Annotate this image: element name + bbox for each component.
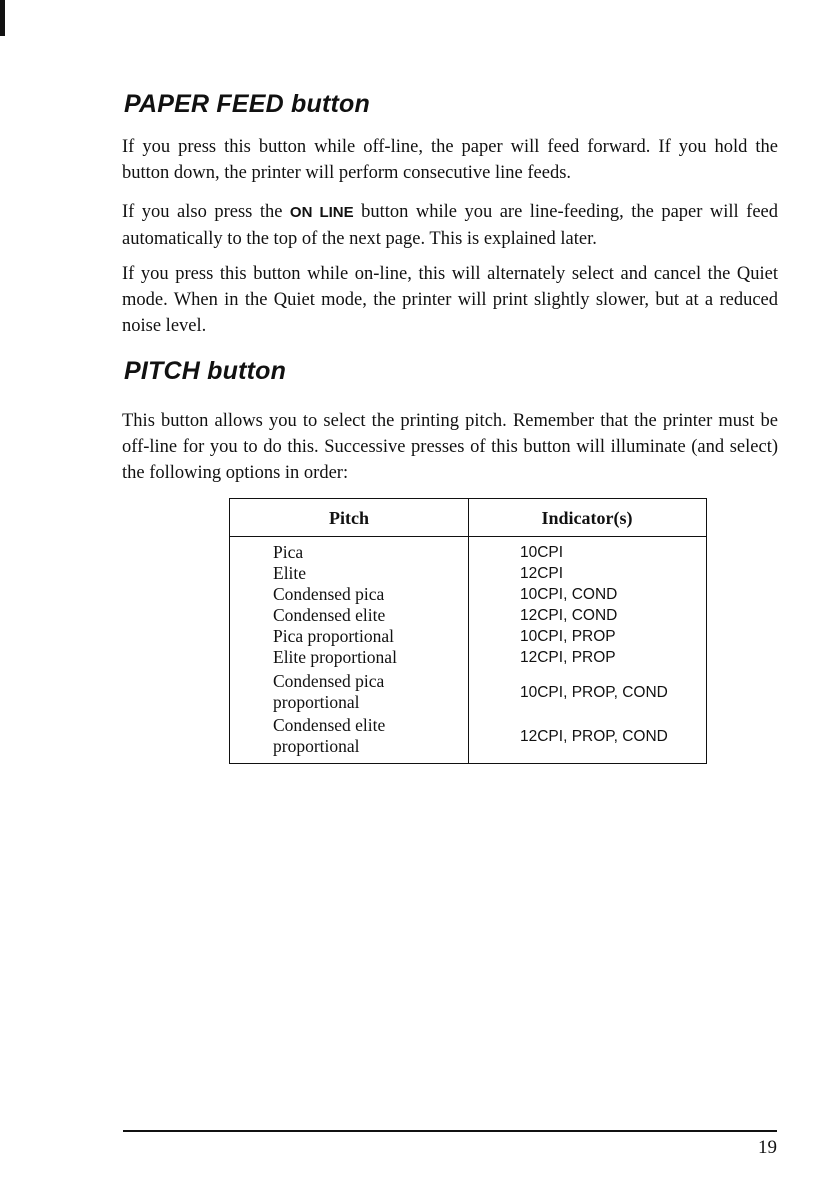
table-cell-pitch-line2: proportional — [273, 692, 360, 712]
header-divider — [230, 536, 706, 537]
pitch-paragraph-1: This button allows you to select the printing pitch. Remember that the printer must be off-line for you to do this. Successive presses of this button will illuminate (and select) the following options in order: — [122, 411, 778, 483]
table-cell-indicators: 10CPI, PROP, COND — [520, 684, 668, 701]
table-cell-pitch: Pica proportional — [273, 626, 395, 646]
table-cell-indicators: 10CPI, PROP — [520, 628, 616, 645]
column-divider — [468, 499, 469, 763]
footer-rule — [123, 1130, 777, 1132]
table-cell-indicators: 10CPI — [520, 544, 564, 561]
pitch-options-table — [229, 498, 707, 764]
table-cell-indicators: 12CPI — [520, 565, 564, 582]
table-cell-pitch-line1: Condensed elite — [273, 715, 386, 735]
table-header-pitch: Pitch — [329, 508, 369, 528]
table-cell-indicators: 12CPI, COND — [520, 607, 618, 624]
paragraph-2-tail: button while you are line-feeding, the paper will feed automatically to the top of the next page. This is explained later. — [122, 202, 778, 249]
corner-scan-mark — [0, 0, 5, 36]
paper-feed-paragraph-1: If you press this button while off-line, the paper will feed forward. If you hold the button down, the printer will perform consecutive line feeds. — [122, 137, 778, 183]
paper-feed-paragraph-3: If you press this button while on-line, this will alternately select and cancel the Quiet mode. When in the Quiet mode, the printer will print slightly slower, but at a reduced noise level. — [122, 264, 778, 336]
table-cell-pitch: Pica — [273, 542, 304, 562]
table-header-indicators: Indicator(s) — [541, 508, 633, 528]
table-cell-indicators: 10CPI, COND — [520, 586, 618, 603]
paragraph-2-lead: If you also press the — [122, 202, 290, 222]
table-cell-pitch: Elite — [273, 563, 307, 583]
paper-feed-paragraph-2 — [122, 199, 778, 252]
table-cell-indicators: 12CPI, PROP, COND — [520, 728, 668, 745]
table-cell-pitch: Elite proportional — [273, 647, 397, 667]
section-heading-paper-feed: PAPER FEED button — [124, 90, 370, 118]
table-cell-pitch: Condensed elite — [273, 605, 386, 625]
table-cell-pitch-line2: proportional — [273, 736, 360, 756]
on-line-button-label: ON LINE — [289, 204, 354, 221]
table-cell-pitch: Condensed pica — [273, 584, 385, 604]
table-cell-indicators: 12CPI, PROP — [520, 649, 616, 666]
table-cell-pitch-line1: Condensed pica — [273, 671, 385, 691]
section-heading-pitch: PITCH button — [124, 357, 287, 385]
page-number: 19 — [758, 1137, 777, 1158]
